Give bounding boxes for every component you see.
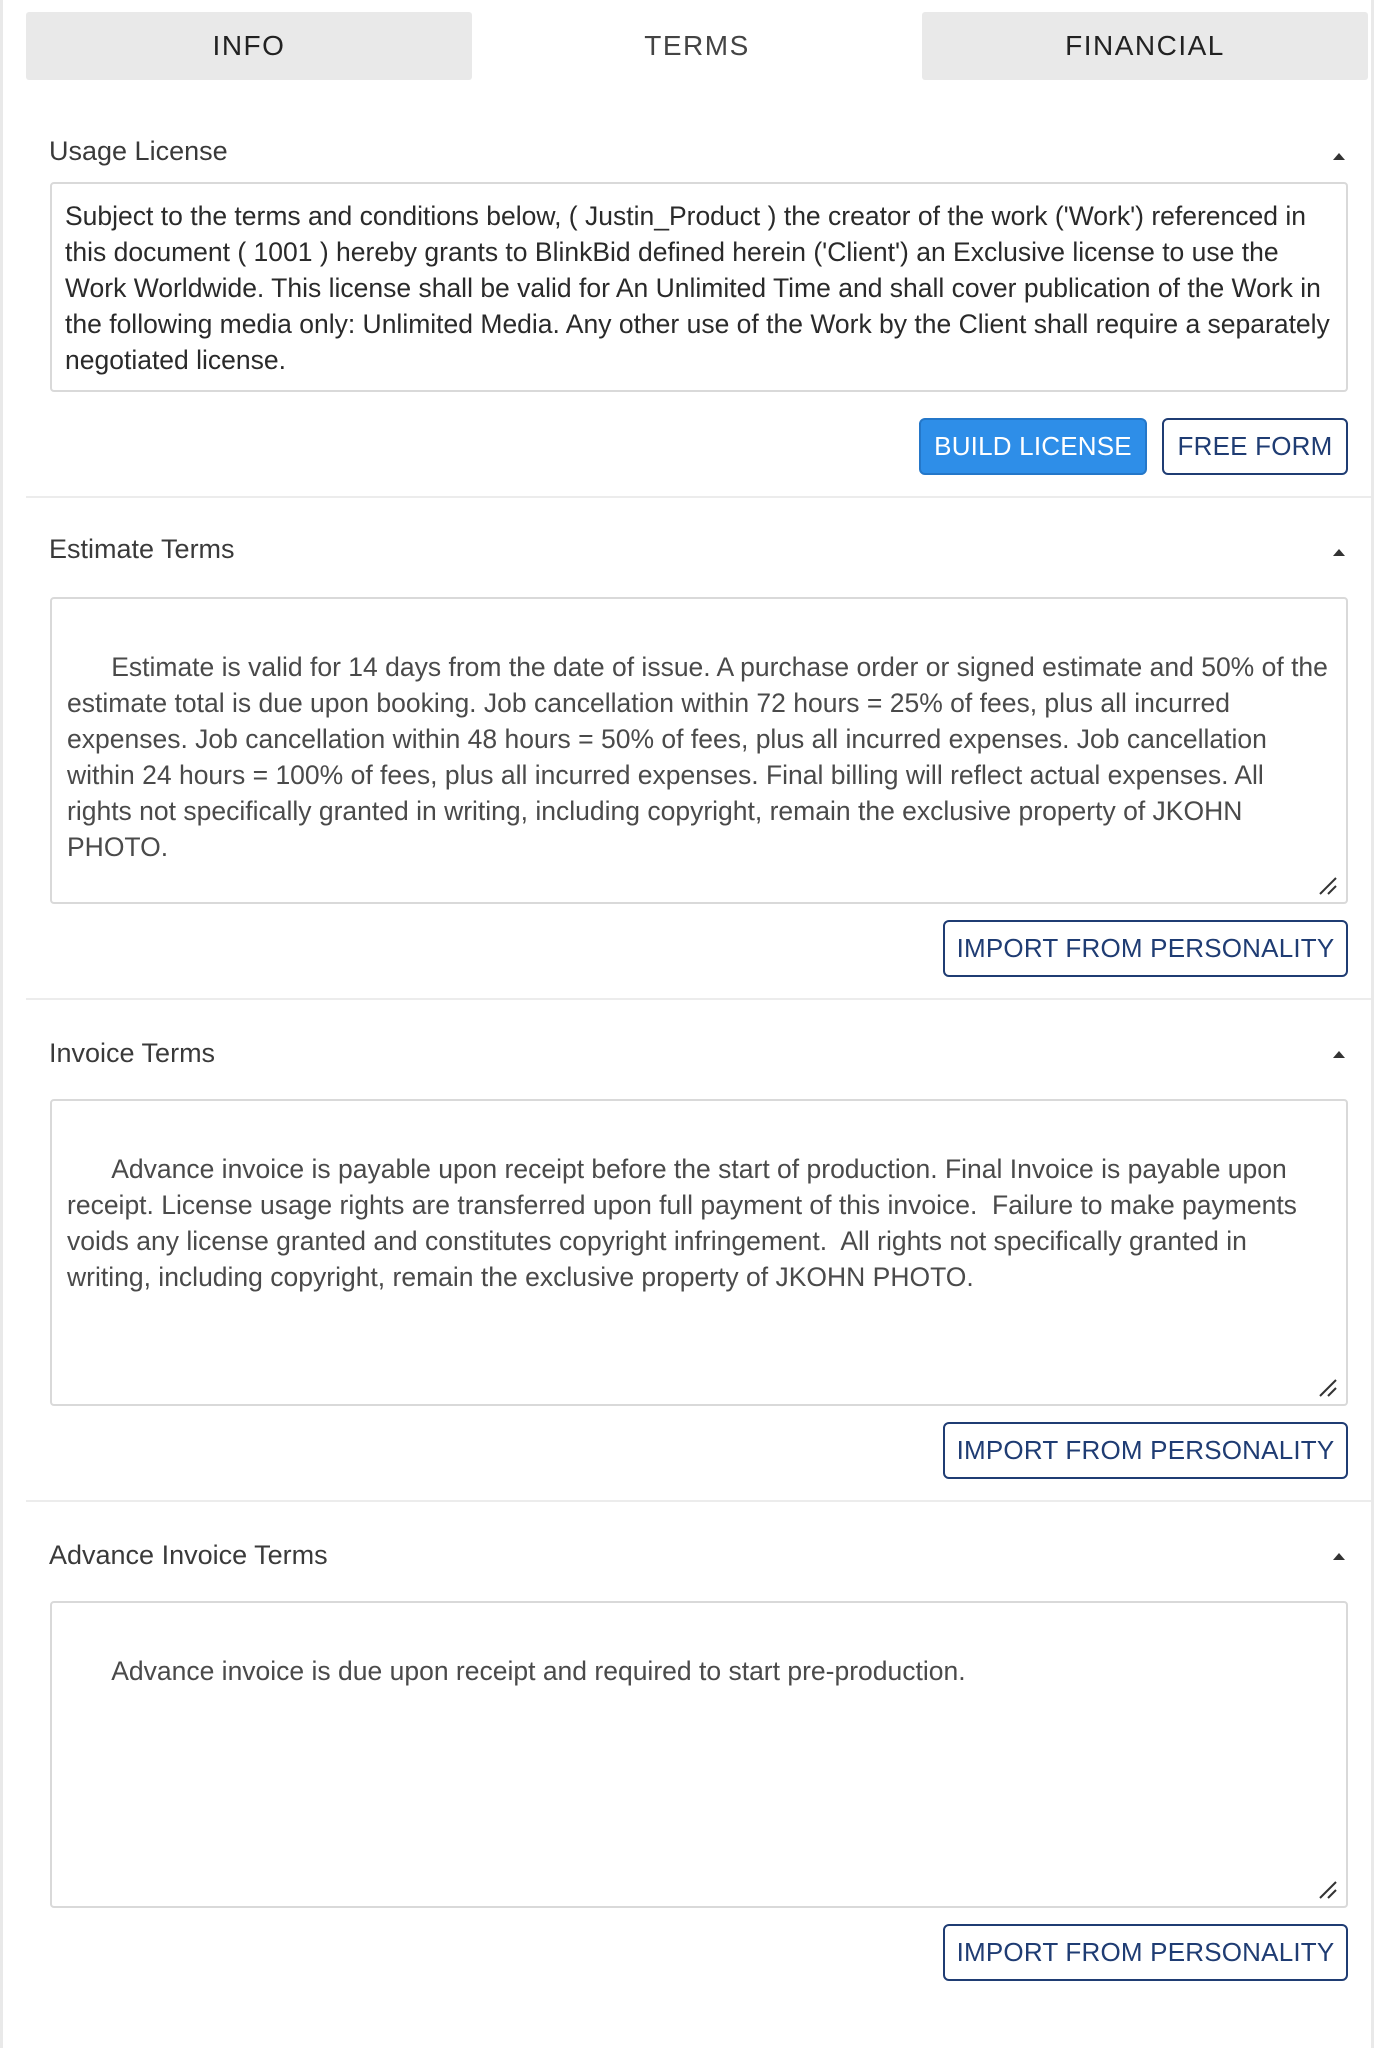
invoice-terms-title: Invoice Terms xyxy=(49,1038,216,1068)
estimate-terms-textarea[interactable] xyxy=(50,597,1348,904)
collapse-caret-icon[interactable] xyxy=(1333,153,1345,160)
tab-info[interactable]: INFO xyxy=(26,12,472,80)
tab-terms[interactable]: TERMS xyxy=(474,12,920,80)
tab-bar xyxy=(26,12,1368,80)
invoice-terms-textarea[interactable] xyxy=(50,1099,1348,1406)
collapse-caret-icon[interactable] xyxy=(1333,1051,1345,1058)
tab-financial[interactable]: FINANCIAL xyxy=(922,12,1368,80)
invoice-terms-text: Advance invoice is payable upon receipt before the start of production. Final Invoice is payable upon receipt. License usage rights are transferred upon full payment of this invoice. Failure to make payments voids any license granted and constitutes copyright infringement. All rights not specifically granted in writing, including copyright, remain the exclusive property of JKOHN PHOTO. xyxy=(67,1154,1305,1292)
estimate-terms-title: Estimate Terms xyxy=(49,534,235,564)
invoice-import-button[interactable]: IMPORT FROM PERSONALITY xyxy=(943,1422,1348,1479)
advance-invoice-terms-section xyxy=(26,1502,1371,2002)
estimate-terms-text: Estimate is valid for 14 days from the date of issue. A purchase order or signed estimate and 50% of the estimate total is due upon booking. Job cancellation within 72 hours = 25% of fees, plus all incurred expenses. Job cancellation within 48 hours = 50% of fees, plus all incurred expenses. Job cancellation within 24 hours = 100% of fees, plus all incurred expenses. Final billing will reflect actual expenses. All rights not specifically granted in writing, including copyright, remain the exclusive property of JKOHN PHOTO. xyxy=(67,652,1336,862)
resize-grip-icon[interactable] xyxy=(1316,1878,1338,1900)
collapse-caret-icon[interactable] xyxy=(1333,549,1345,556)
collapse-caret-icon[interactable] xyxy=(1333,1553,1345,1560)
usage-license-text[interactable]: Subject to the terms and conditions below, ( Justin_Product ) the creator of the work ('Work') referenced in this document ( 1001 ) hereby grants to BlinkBid defined herein ('Client') an Exclusive license to use the Work Worldwide. This license shall be valid for An Unlimited Time and shall cover publication of the Work in the following media only: Unlimited Media. Any other use of the Work by the Client shall require a separately negotiated license. xyxy=(50,182,1348,392)
free-form-button[interactable]: FREE FORM xyxy=(1162,418,1348,475)
usage-license-title: Usage License xyxy=(49,136,228,166)
advance-invoice-terms-title: Advance Invoice Terms xyxy=(49,1540,328,1570)
resize-grip-icon[interactable] xyxy=(1316,1376,1338,1398)
advance-invoice-terms-text: Advance invoice is due upon receipt and required to start pre-production. xyxy=(111,1656,966,1686)
usage-license-section xyxy=(26,80,1371,498)
invoice-terms-section xyxy=(26,1000,1371,1502)
estimate-terms-section xyxy=(26,498,1371,1000)
resize-grip-icon[interactable] xyxy=(1316,874,1338,896)
advance-invoice-terms-textarea[interactable] xyxy=(50,1601,1348,1908)
estimate-import-button[interactable]: IMPORT FROM PERSONALITY xyxy=(943,920,1348,977)
advance-invoice-import-button[interactable]: IMPORT FROM PERSONALITY xyxy=(943,1924,1348,1981)
build-license-button[interactable]: BUILD LICENSE xyxy=(919,418,1147,475)
